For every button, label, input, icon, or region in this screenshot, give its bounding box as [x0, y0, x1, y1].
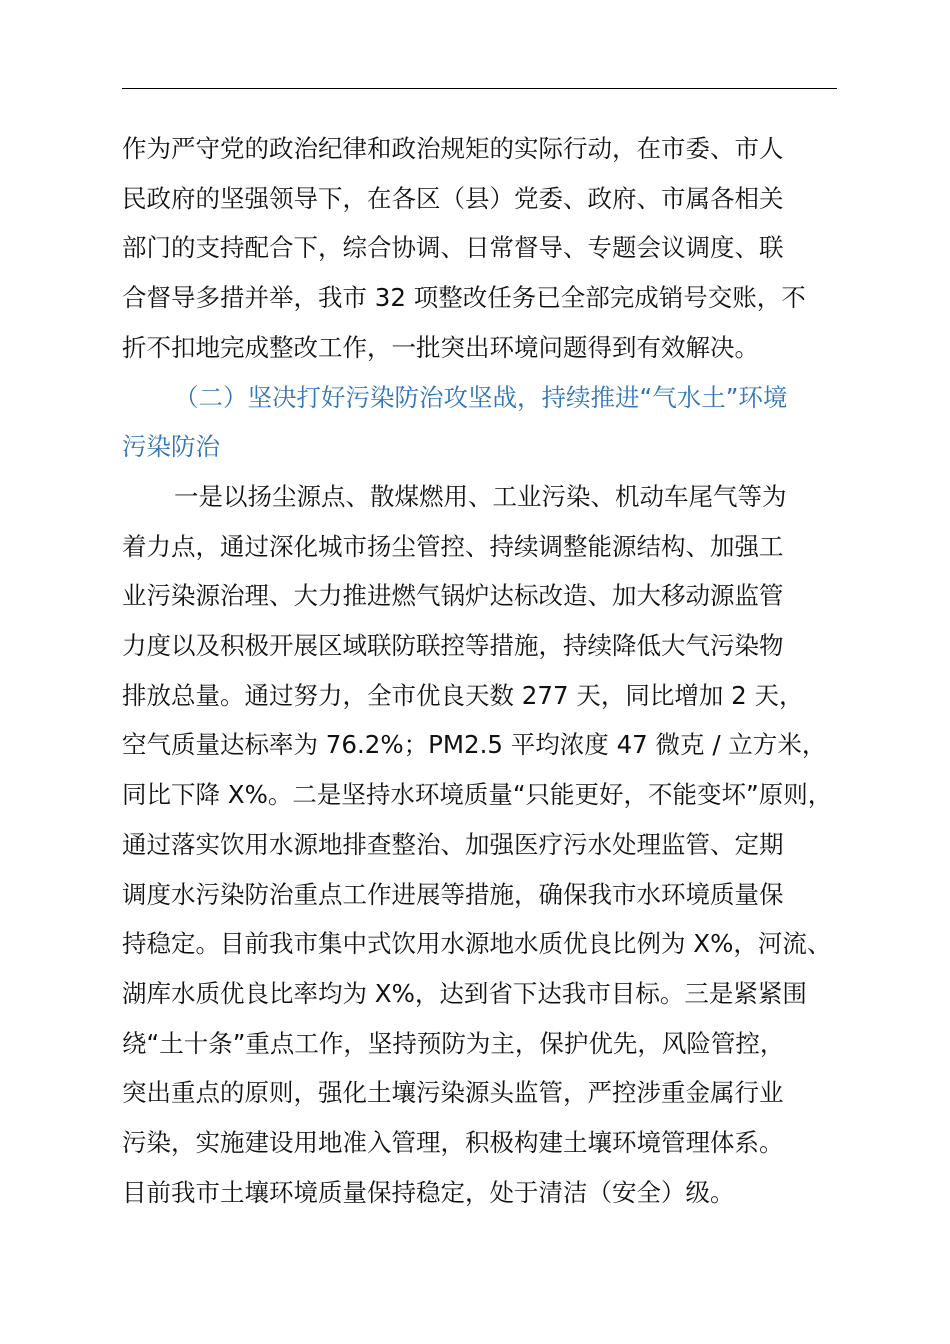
text-line: 调度水污染防治重点工作进展等措施，确保我市水环境质量保 — [122, 879, 784, 909]
text-line: 折不扣地完成整改工作，一批突出环境问题得到有效解决。 — [122, 332, 759, 362]
text-line: 排放总量。通过努力，全市优良天数 277 天，同比增加 2 天， — [122, 680, 804, 710]
section-heading-line: （二）坚决打好污染防治攻坚战，持续推进“气水土”环境 — [174, 382, 788, 412]
text-line: 着力点，通过深化城市扬尘管控、持续调整能源结构、加强工 — [122, 531, 784, 561]
text-line: 持稳定。目前我市集中式饮用水源地水质优良比例为 X%，河流、 — [122, 929, 832, 959]
text-line: 目前我市土壤环境质量保持稳定，处于清洁（安全）级。 — [122, 1177, 735, 1207]
text-line: 空气质量达标率为 76.2%；PM2.5 平均浓度 47 微克 / 立方米， — [122, 730, 827, 760]
text-line: 作为严守党的政治纪律和政治规矩的实际行动，在市委、市人 — [122, 134, 784, 163]
text-line: 力度以及积极开展区域联防联控等措施，持续降低大气污染物 — [122, 631, 784, 660]
text-line: 绕“土十条”重点工作，坚持预防为主，保护优先，风险管控， — [122, 1028, 785, 1058]
header-rule — [122, 88, 837, 89]
text-line: 湖库水质优良比率均为 X%，达到省下达我市目标。三是紧紧围 — [122, 978, 807, 1008]
text-line: 通过落实饮用水源地排查整治、加强医疗污水处理监管、定期 — [122, 829, 784, 859]
text-line: 一是以扬尘源点、散煤燃用、工业污染、机动车尾气等为 — [174, 481, 787, 511]
text-line: 合督导多措并举，我市 32 项整改任务已全部完成销号交账，不 — [122, 283, 806, 313]
text-line: 民政府的坚强领导下，在各区（县）党委、政府、市属各相关 — [122, 183, 784, 213]
section-heading-line: 污染防治 — [122, 432, 220, 462]
text-line: 部门的支持配合下，综合协调、日常督导、专题会议调度、联 — [122, 233, 784, 263]
text-line: 业污染源治理、大力推进燃气锅炉达标改造、加大移动源监管 — [122, 581, 784, 611]
text-line: 污染，实施建设用地准入管理，积极构建土壤环境管理体系。 — [122, 1128, 784, 1157]
text-line: 同比下降 X%。二是坚持水环境质量“只能更好，不能变坏”原则， — [122, 780, 833, 810]
text-line: 突出重点的原则，强化土壤污染源头监管，严控涉重金属行业 — [122, 1078, 784, 1108]
